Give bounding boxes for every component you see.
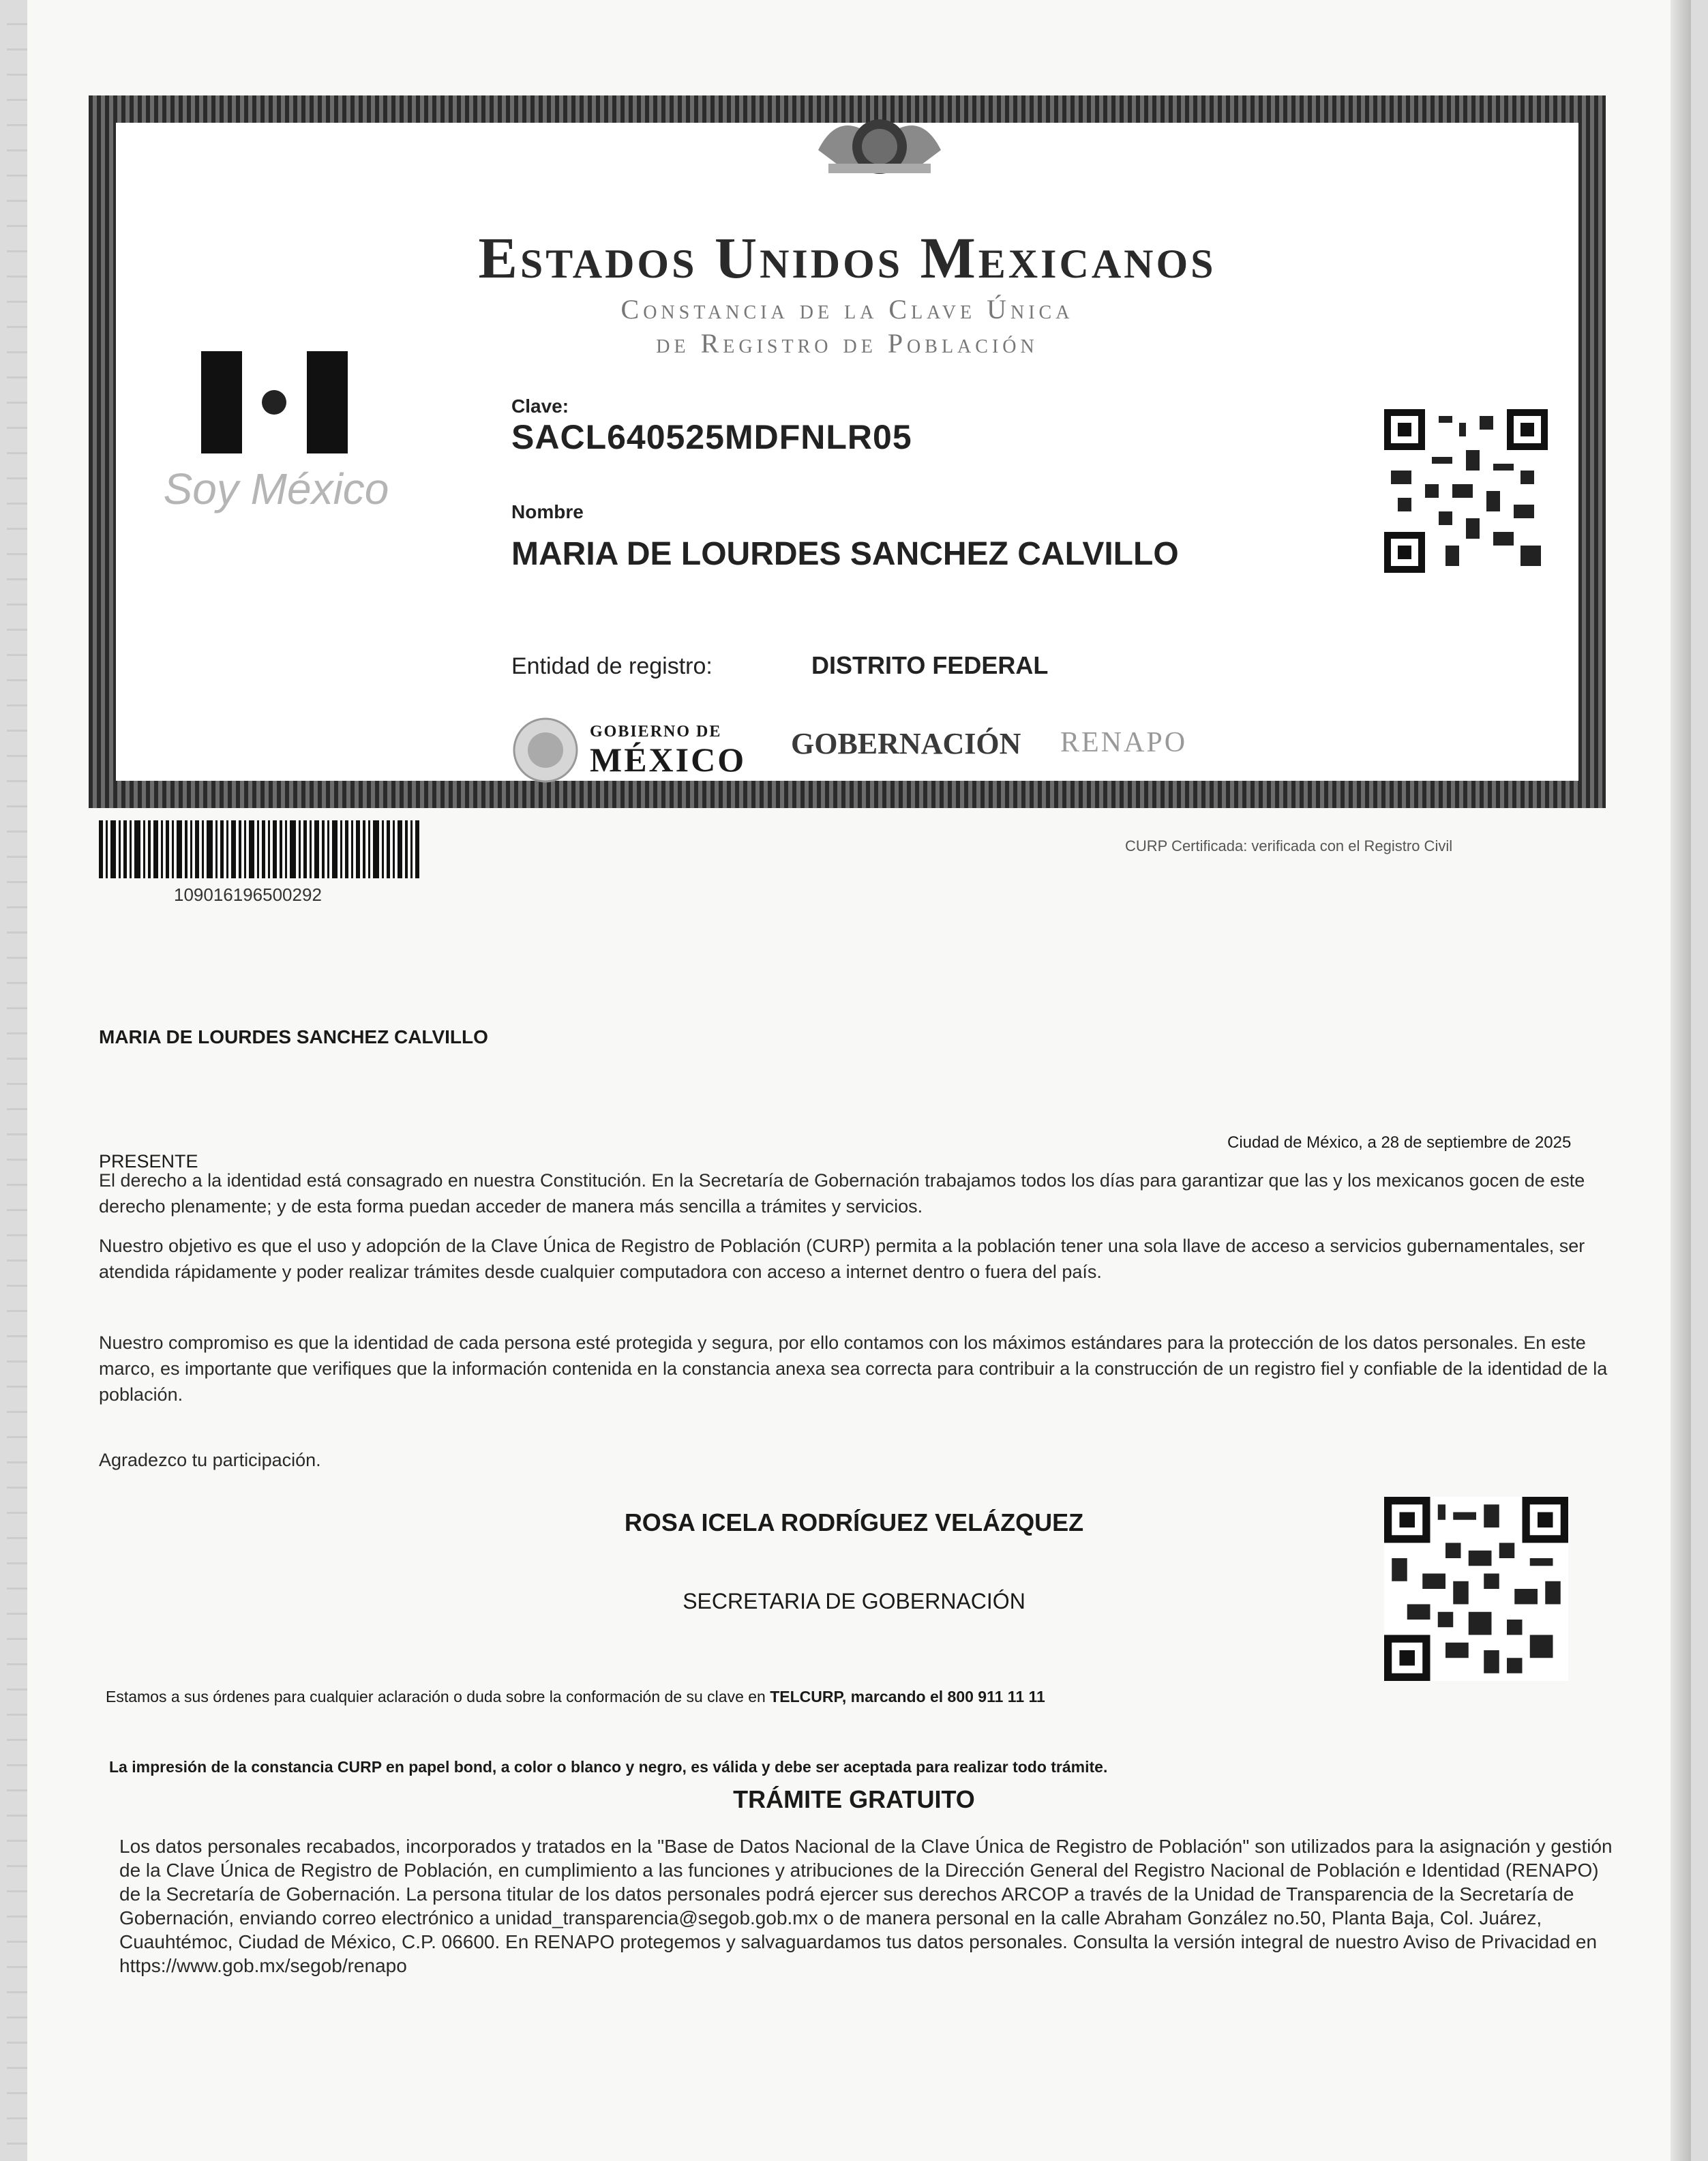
gobierno-seal-icon (511, 716, 580, 784)
entidad-label: Entidad de registro: (511, 653, 713, 679)
coat-of-arms-icon (811, 95, 948, 198)
document-subtitle-2: de Registro de Población (656, 328, 1038, 359)
impresion-note: La impresión de la constancia CURP en papel bond, a color o blanco y negro, es válida y debe ser aceptada para realizar todo trámite. (109, 1758, 1108, 1776)
renapo-logo: RENAPO (1060, 727, 1188, 758)
certification-note: CURP Certificada: verificada con el Registro Civil (1125, 837, 1453, 854)
letter-presente: PRESENTE (99, 1151, 198, 1172)
gobierno-de-text: GOBIERNO DE (590, 723, 722, 741)
letter-paragraph-2: Nuestro objetivo es que el uso y adopción de la Clave Única de Registro de Población (CURP) permita a la población tener una sola llave de acceso a servicios gubernamentales, ser atendida rápidamente y poder realizar trámites desde cualquier computadora con acceso a internet dentro o fuera del país. (99, 1236, 1585, 1282)
nombre-value: MARIA DE LOURDES SANCHEZ CALVILLO (511, 536, 1179, 572)
telcurp-text: Estamos a sus órdenes para cualquier aclaración o duda sobre la conformación de su clave en (106, 1688, 766, 1705)
document-title: Estados Unidos Mexicanos (478, 225, 1216, 290)
soy-mexico-brand: Soy México (163, 464, 389, 513)
clave-value: SACL640525MDFNLR05 (511, 418, 912, 456)
privacy-notice: Los datos personales recabados, incorporados y tratados en la "Base de Datos Nacional de la Clave Única de Registro de Población" son utilizados para la asignación y gestión de la Clave Única de Registro de Población, en cumplimiento a las funciones y atribuciones de la Dirección General del Registro Nacional de Población e Identidad (RENAPO) de la Secretaría de Gobernación. La persona titular de los datos personales podrá ejercer sus derechos ARCOP a través de la Unidad de Transparencia de la Secretaría de Gobernación, enviando correo electrónico a unidad_transparencia@segob.gob.mx o de manera personal en la calle Abraham González no.50, Planta Baja, Col. Juárez, Cuauhtémoc, Ciudad de México, C.P. 06600. En RENAPO protegemos y salvaguardamos tus datos personales. Consulta la versión integral de nuestro Aviso de Privacidad en https://www.gob.mx/segob/renapo (119, 1836, 1613, 1976)
mexico-text: MÉXICO (590, 741, 747, 779)
document-subtitle-1: Constancia de la Clave Única (620, 294, 1074, 325)
letter-closing: Agradezco tu participación. (99, 1450, 321, 1470)
clave-label: Clave: (511, 396, 569, 417)
certificate-card (116, 123, 1578, 781)
gobernacion-logo: GOBERNACIÓN (791, 727, 1021, 760)
telcurp-line (106, 1688, 1045, 1706)
telcurp-number: TELCURP, marcando el 800 911 11 11 (770, 1688, 1045, 1705)
qr-code-icon (1384, 409, 1548, 573)
signer-title: SECRETARIA DE GOBERNACIÓN (683, 1589, 1025, 1613)
letter-addressee: MARIA DE LOURDES SANCHEZ CALVILLO (99, 1026, 488, 1047)
flag-logo-icon (201, 351, 348, 453)
tramite-gratuito: TRÁMITE GRATUITO (733, 1785, 975, 1813)
letter-paragraph-1: El derecho a la identidad está consagrado en nuestra Constitución. En la Secretaría de Gobernación trabajamos todos los días para garantizar que las y los mexicanos gocen de este derecho plenamente; y de esta forma puedan acceder de manera más sencilla a trámites y servicios. (99, 1170, 1585, 1217)
nombre-label: Nombre (511, 501, 584, 522)
entidad-value: DISTRITO FEDERAL (811, 651, 1049, 679)
letter-paragraph-3: Nuestro compromiso es que la identidad de cada persona esté protegida y segura, por ello contamos con los máximos estándares para la protección de los datos personales. En este marco, es importante que verifiques que la información contenida en la constancia anexa sea correcta para contribuir a la construcción de un registro fiel y confiable de la identidad de la población. (99, 1332, 1608, 1405)
paper-edge (1670, 0, 1691, 2161)
letter-date: Ciudad de México, a 28 de septiembre de 2025 (1227, 1133, 1572, 1152)
barcode-icon (99, 820, 419, 878)
certificate-frame (89, 95, 1606, 808)
signature-qr-code-icon (1384, 1497, 1568, 1681)
signer-name: ROSA ICELA RODRÍGUEZ VELÁZQUEZ (624, 1508, 1084, 1536)
barcode-number: 109016196500292 (174, 884, 322, 905)
